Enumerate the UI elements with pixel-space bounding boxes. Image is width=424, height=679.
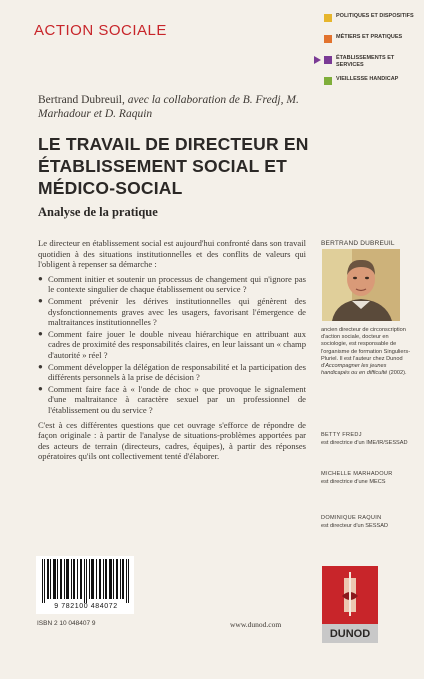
coauthor-block [321, 432, 416, 447]
book-title: LE TRAVAIL DE DIRECTEUR EN ÉTABLISSEMENT SOCIAL ET MÉDICO-SOCIAL [38, 134, 309, 198]
barcode-number: 9 782100 484072 [54, 603, 118, 610]
author-photo [322, 249, 400, 321]
coauthor-name: DOMINIQUE RAQUIN [321, 515, 382, 521]
bio-text: ancien directeur de circonscription d'action sociale, docteur en sociologie, est responsable de l'organisme de formation Singuliers-Pluriel. Il est l'auteur chez Dunod d' [321, 327, 411, 370]
selected-arrow-icon [314, 56, 321, 64]
bullet-icon: ● [38, 295, 43, 305]
description-intro: Le directeur en établissement social est aujourd'hui confronté dans son travail quotidien à des situations institutionnelles et des conflits de valeurs qui l'obligent à repenser sa démarche : [38, 238, 306, 270]
legend-label: MÉTIERS ET PRATIQUES [336, 34, 403, 40]
series-title: ACTION SOCIALE [34, 22, 167, 39]
coauthor-role: est directeur d'un SESSAD [321, 523, 388, 529]
barcode [36, 556, 134, 614]
author-bio [321, 327, 411, 377]
list-item: ● Comment prévenir les dérives institutionnelles qui génèrent des dysfonctionnements graves avec les usagers, favorisant l'émergence de maltraitances institutionnelles ? [38, 295, 306, 328]
barcode-icon [42, 559, 130, 603]
legend-item-politiques [312, 12, 420, 33]
publisher-name: DUNOD [329, 628, 371, 640]
list-item: ● Comment développer la délégation de responsabilité et la participation des différents personnels à la prise de décision ? [38, 361, 306, 383]
bio-year: (2002). [388, 370, 407, 377]
bullet-icon: ● [38, 361, 43, 371]
list-item: ● Comment faire jouer le double niveau hiérarchique en attribuant aux cadres de proximité des responsabilités claires, en leur laissant un « champ d'autorité » réel ? [38, 328, 306, 360]
isbn: ISBN 2 10 048407 9 [37, 620, 96, 627]
coauthor-role: est directrice d'une MECS [321, 479, 386, 485]
main-author: Bertrand Dubreuil, [38, 94, 125, 106]
publisher-logo [322, 566, 378, 643]
collaboration-text: avec la collaboration de [127, 94, 240, 106]
bio-book-title: Accompagner les jeunes handicapés ou en difficulté [321, 363, 388, 377]
description-conclusion: C'est à ces différentes questions que cet ouvrage s'efforce de répondre de façon originale : à partir de l'analyse de situations-problèmes apportées par des acteurs de terrain (directeurs, cadres, équipes), à partir des réponses opératoires qu'ils ont collectivement tenté d'élaborer. [38, 419, 306, 462]
legend-item-metiers [312, 33, 420, 54]
legend-label: VIEILLESSE HANDICAP [336, 76, 399, 82]
coauthor-block [321, 471, 416, 486]
collection-legend [312, 12, 420, 96]
bullet-icon: ● [38, 328, 43, 338]
collaborator-names: B. Fredj, M. Marhadour et D. Raquin [38, 94, 299, 120]
photo-author-name: BERTRAND DUBREUIL [321, 240, 395, 247]
authors-line [38, 93, 308, 121]
publisher-website[interactable]: www.dunod.com [230, 620, 282, 629]
coauthor-block [321, 515, 416, 530]
author-portrait-icon [322, 249, 400, 321]
legend-swatch [324, 56, 332, 64]
coauthor-name: MICHELLE MARHADOUR [321, 471, 393, 477]
legend-swatch [324, 14, 332, 22]
legend-item-vieillesse [312, 75, 420, 96]
bullet-icon: ● [38, 273, 43, 283]
legend-label: ÉTABLISSEMENTS ET SERVICES [336, 55, 395, 68]
legend-label: POLITIQUES ET DISPOSITIFS [336, 13, 414, 19]
description [38, 238, 306, 466]
legend-swatch [324, 35, 332, 43]
book-subtitle: Analyse de la pratique [38, 205, 158, 219]
legend-item-etablissements [312, 54, 420, 75]
legend-swatch [324, 77, 332, 85]
question-list [38, 274, 306, 416]
coauthor-name: BETTY FREDJ [321, 432, 362, 438]
coauthor-role: est directrice d'un IME/IR/SESSAD [321, 440, 408, 446]
bullet-icon: ● [38, 383, 43, 393]
list-item: ● Comment initier et soutenir un processus de changement qui n'ignore pas le contexte singulier de chaque établissement ou service ? [38, 273, 306, 295]
dunod-emblem-icon [322, 566, 378, 624]
list-item: ● Comment faire face à « l'onde de choc » que provoque le signalement d'une maltraitance à caractère sexuel par un professionnel de l'établissement ou du service ? [38, 383, 306, 415]
